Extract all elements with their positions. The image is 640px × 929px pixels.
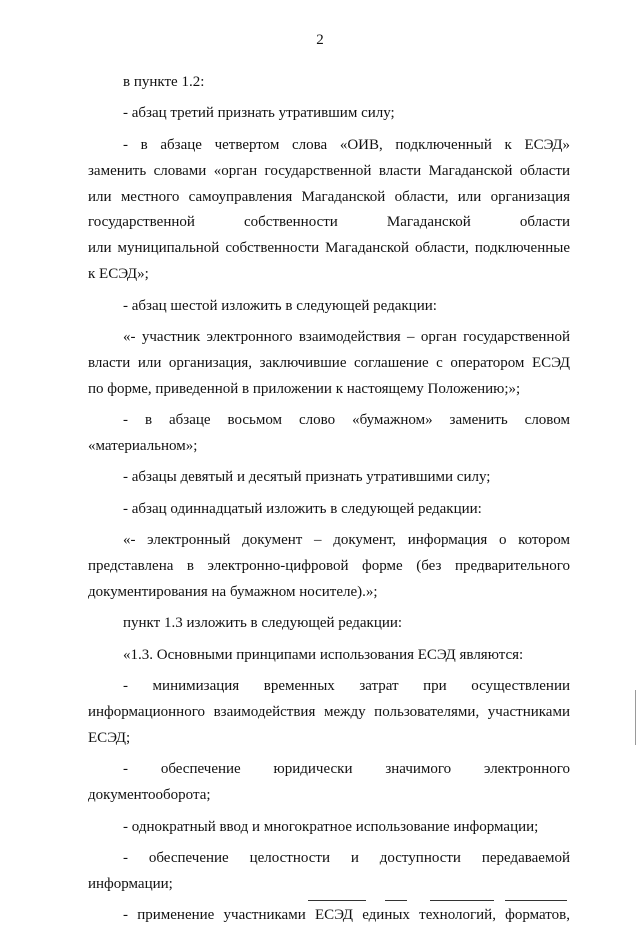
- text-line: - обеспечение юридически значимого электронного: [123, 761, 570, 778]
- text-line: - абзацы девятый и десятый признать утратившими силу;: [123, 469, 491, 486]
- text-line: пункт 1.3 изложить в следующей редакции:: [123, 615, 403, 632]
- text-line: - абзац шестой изложить в следующей редакции:: [123, 297, 437, 314]
- scan-edge-mark: [635, 690, 636, 745]
- text-line: информации;: [88, 875, 173, 892]
- page-number: 2: [316, 32, 324, 48]
- text-line: - применение участниками ЕСЭД единых технологий, форматов,: [123, 907, 570, 924]
- text-line: по форме, приведенной в приложении к настоящему Положению;»;: [88, 380, 521, 397]
- text-line: - однократный ввод и многократное использование информации;: [123, 818, 539, 835]
- scan-artifact-line: [430, 900, 494, 901]
- scan-artifact-line: [308, 900, 366, 901]
- text-line: к ЕСЭД»;: [88, 266, 149, 283]
- text-line: «1.3. Основными принципами использования ЕСЭД являются:: [123, 646, 524, 663]
- scan-artifact-line: [505, 900, 567, 901]
- text-line: документирования на бумажном носителе).»;: [88, 584, 378, 601]
- text-line: - абзац одиннадцатый изложить в следующей редакции:: [123, 500, 482, 517]
- text-line: - в абзаце восьмом слово «бумажном» заменить словом: [123, 412, 570, 429]
- text-line: власти или организация, заключившие соглашение с оператором ЕСЭД: [88, 354, 570, 371]
- text-line: или местного самоуправления Магаданской области, или организация: [88, 188, 570, 205]
- text-line: - обеспечение целостности и доступности передаваемой: [123, 850, 570, 867]
- text-line: заменить словами «орган государственной власти Магаданской области: [88, 162, 570, 179]
- text-line: «- участник электронного взаимодействия – орган государственной: [123, 329, 570, 346]
- text-line: - в абзаце четвертом слова «ОИВ, подключенный к ЕСЭД»: [123, 136, 570, 153]
- text-line: «- электронный документ – документ, информация о котором: [123, 532, 570, 549]
- text-line: документооборота;: [88, 787, 211, 804]
- text-line: в пункте 1.2:: [123, 74, 205, 90]
- text-line: информационного взаимодействия между пользователями, участниками: [88, 704, 570, 721]
- text-line: - минимизация временных затрат при осуществлении: [123, 678, 570, 695]
- text-line: представлена в электронно-цифровой форме (без предварительного: [88, 558, 570, 575]
- text-line: государственной собственности Магаданской области: [88, 214, 570, 231]
- text-line: «материальном»;: [88, 438, 198, 455]
- text-line: - абзац третий признать утратившим силу;: [123, 105, 395, 122]
- text-line: или муниципальной собственности Магаданской области, подключенные: [88, 240, 570, 257]
- scan-artifact-line: [385, 900, 407, 901]
- text-line: ЕСЭД;: [88, 729, 131, 746]
- document-body: [88, 70, 570, 929]
